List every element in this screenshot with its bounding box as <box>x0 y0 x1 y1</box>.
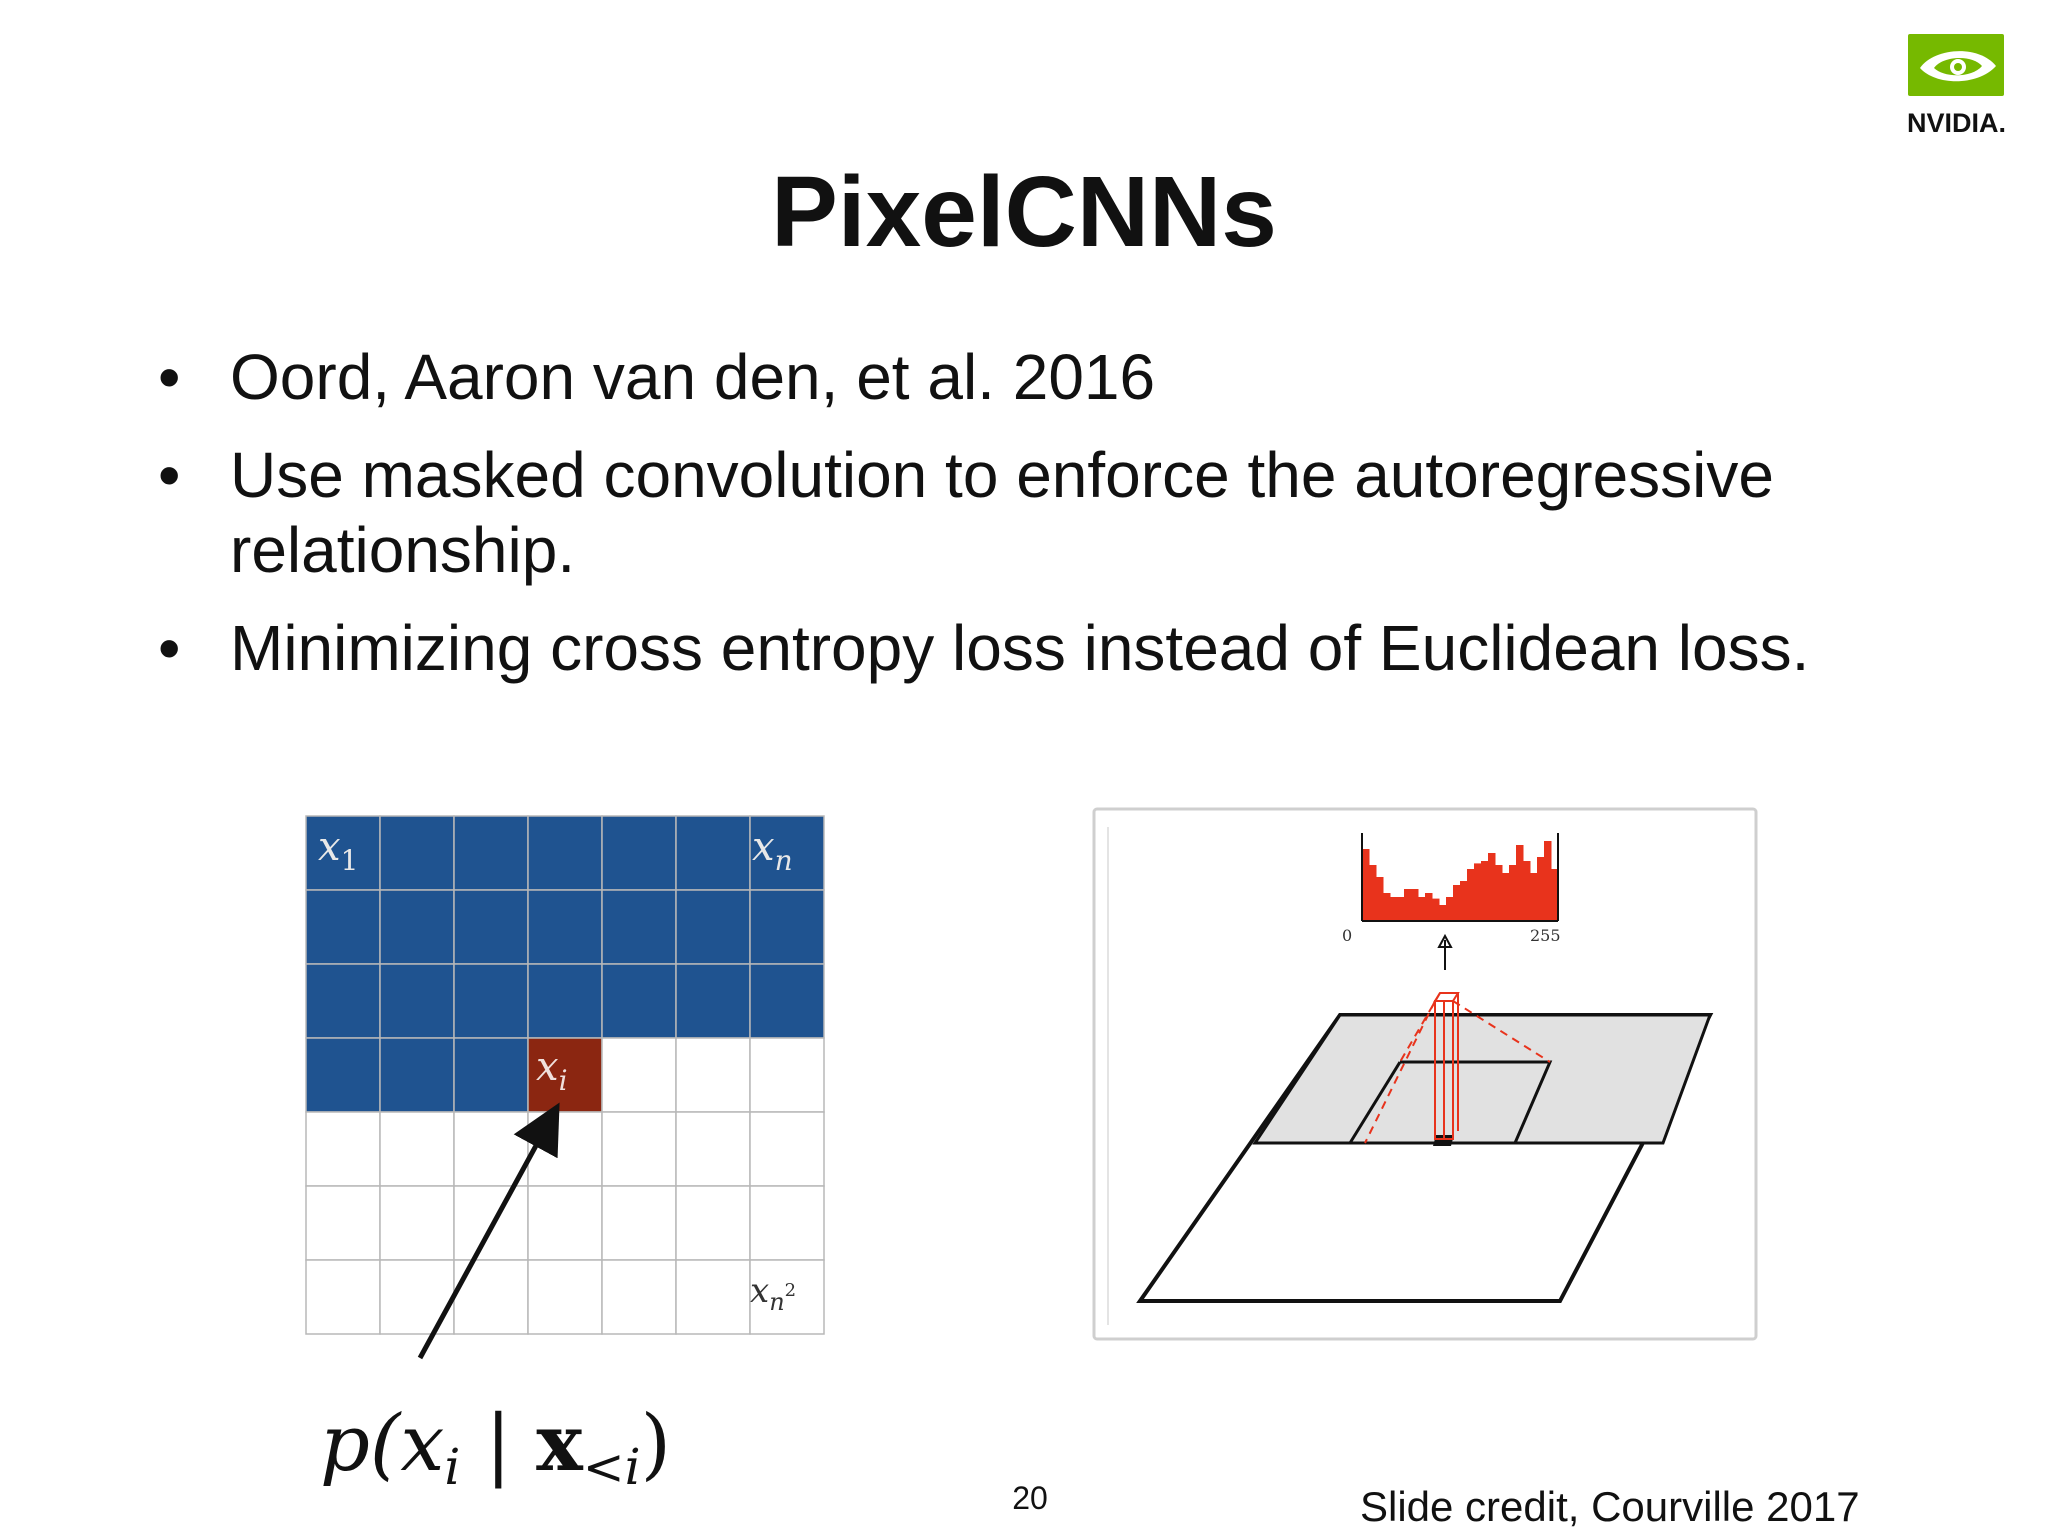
label-xn: $x_n$ <box>752 824 793 877</box>
histogram-bar <box>1362 849 1370 921</box>
histogram-bar <box>1404 889 1412 921</box>
histogram-bar <box>1439 905 1447 921</box>
label-xn2: $x_n^2$ <box>750 1271 797 1316</box>
grid-cell <box>602 964 676 1038</box>
pixel-grid-figure <box>300 810 860 1540</box>
histogram-bar <box>1516 845 1524 921</box>
grid-cell <box>676 1186 750 1260</box>
label-xi: $x_i$ <box>536 1044 568 1097</box>
conditional-probability-formula: p(xi | x<i) <box>320 1398 672 1496</box>
histogram-bar <box>1376 877 1384 921</box>
grid-cell <box>750 1186 824 1260</box>
histogram-bar <box>1530 873 1538 921</box>
bullet-dot: • <box>158 341 181 413</box>
grid-cell <box>380 890 454 964</box>
grid-cell <box>380 1186 454 1260</box>
masked-convolution-figure <box>1090 805 1760 1345</box>
histogram-bar <box>1488 853 1496 921</box>
grid-cell <box>602 1186 676 1260</box>
grid-cell <box>306 1186 380 1260</box>
histogram-bar <box>1467 869 1475 921</box>
bullet-dot: • <box>158 438 181 511</box>
grid-cell <box>676 1260 750 1334</box>
bullet-dot: • <box>158 611 181 684</box>
histogram-bar <box>1425 893 1433 921</box>
histogram-bar <box>1544 841 1552 921</box>
grid-cell <box>454 1112 528 1186</box>
grid-cell <box>528 1112 602 1186</box>
grid-cell <box>380 964 454 1038</box>
grid-cell <box>676 816 750 890</box>
grid-cell <box>306 1260 380 1334</box>
nvidia-wordmark: NVIDIA. <box>1906 108 2006 138</box>
grid-cell <box>750 1112 824 1186</box>
histogram-bar <box>1397 897 1405 921</box>
grid-cell <box>676 964 750 1038</box>
grid-cell <box>454 890 528 964</box>
grid-cell <box>602 1112 676 1186</box>
grid-cell <box>454 816 528 890</box>
histogram-bar <box>1495 865 1503 921</box>
histogram-bar <box>1509 865 1517 921</box>
grid-cell <box>750 890 824 964</box>
histogram-bar <box>1369 865 1377 921</box>
grid-cell <box>676 890 750 964</box>
histogram-bar <box>1446 897 1454 921</box>
nvidia-logo <box>1868 30 2018 140</box>
grid-cell <box>306 964 380 1038</box>
grid-cell <box>528 964 602 1038</box>
histogram-bar <box>1474 863 1482 921</box>
grid-cell <box>750 964 824 1038</box>
histogram-bar <box>1432 899 1440 921</box>
histogram-bar <box>1453 885 1461 921</box>
grid-cell <box>602 1260 676 1334</box>
bullet-text: Minimizing cross entropy loss instead of Euclidean loss. <box>230 611 1810 684</box>
grid-cell <box>528 890 602 964</box>
bullet-item <box>158 438 1918 589</box>
bullet-item <box>158 340 1918 416</box>
histogram-max-label: 255 <box>1530 926 1561 945</box>
label-x1: $x_1$ <box>318 824 359 877</box>
histogram-bar <box>1460 881 1468 921</box>
grid-cell <box>380 1112 454 1186</box>
grid-cell <box>602 1038 676 1112</box>
bullet-text: Oord, Aaron van den, et al. 2016 <box>230 341 1156 413</box>
grid-cell <box>602 816 676 890</box>
grid-cell <box>602 890 676 964</box>
page-number: 20 <box>1012 1480 1048 1516</box>
histogram-bar <box>1418 897 1426 921</box>
bullet-item <box>158 611 1918 687</box>
histogram-bar <box>1502 873 1510 921</box>
histogram-bar <box>1383 893 1391 921</box>
histogram-bar <box>1390 897 1398 921</box>
grid-cell <box>676 1038 750 1112</box>
histogram-bar <box>1537 857 1545 921</box>
histogram-bar <box>1523 861 1531 921</box>
grid-cell <box>306 1038 380 1112</box>
histogram-min-label: 0 <box>1342 926 1353 945</box>
grid-cell <box>380 816 454 890</box>
grid-cell <box>528 1186 602 1260</box>
grid-cell <box>528 1260 602 1334</box>
histogram-bar <box>1481 861 1489 921</box>
bullet-text: Use masked convolution to enforce the autoregressive relationship. <box>230 438 1774 587</box>
histogram-bar <box>1411 889 1419 921</box>
grid-cell <box>380 1038 454 1112</box>
grid-cell <box>676 1112 750 1186</box>
slide-credit: Slide credit, Courville 2017 <box>1360 1483 1860 1530</box>
grid-cell <box>528 816 602 890</box>
slide-title: PixelCNNs <box>771 156 1277 268</box>
grid-cell <box>454 964 528 1038</box>
grid-cell <box>454 1038 528 1112</box>
grid-cell <box>750 1038 824 1112</box>
grid-cell <box>306 890 380 964</box>
bullet-list <box>158 340 1918 708</box>
grid-cell <box>306 1112 380 1186</box>
grid-cell <box>380 1260 454 1334</box>
